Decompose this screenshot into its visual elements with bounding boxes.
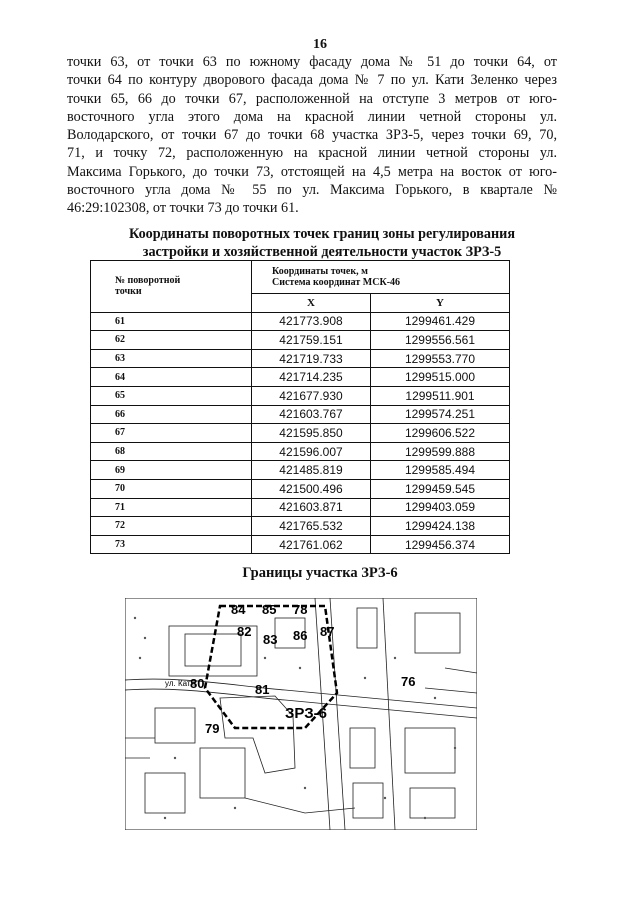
site-map — [125, 598, 477, 830]
map-label: 87 — [320, 624, 335, 639]
map-drawing — [125, 598, 477, 830]
table-row — [91, 442, 510, 461]
point-cell: 68 — [91, 442, 252, 461]
paragraph-line: Володарского, от точки 67 до точки 68 участка ЗРЗ-5, через точки 69, 70, — [67, 127, 557, 144]
x-cell: 421719.733 — [252, 349, 371, 368]
x-cell: 421595.850 — [252, 424, 371, 443]
table-row — [91, 424, 510, 443]
map-label: 76 — [401, 674, 416, 689]
x-cell: 421603.871 — [252, 498, 371, 517]
map-label: 82 — [237, 624, 252, 639]
point-cell: 67 — [91, 424, 252, 443]
coordinates-table — [90, 260, 510, 554]
page-number: 16 — [313, 37, 327, 52]
x-cell: 421500.496 — [252, 479, 371, 498]
header-coords — [252, 261, 510, 294]
paragraph-line: Максима Горького, до точки 73, отстоящей на 4,5 метра на восток от юго- — [67, 163, 557, 180]
table-row — [91, 517, 510, 536]
point-cell: 63 — [91, 349, 252, 368]
map-label: 79 — [205, 721, 220, 736]
y-cell: 1299461.429 — [371, 312, 510, 331]
point-cell: 65 — [91, 386, 252, 405]
header-x: X — [252, 294, 371, 313]
table-header-row — [91, 261, 510, 294]
y-cell: 1299599.888 — [371, 442, 510, 461]
x-cell: 421596.007 — [252, 442, 371, 461]
y-cell: 1299515.000 — [371, 368, 510, 387]
y-cell: 1299459.545 — [371, 479, 510, 498]
table-row — [91, 498, 510, 517]
x-cell: 421714.235 — [252, 368, 371, 387]
map-label: 83 — [263, 632, 278, 647]
point-cell: 61 — [91, 312, 252, 331]
header-point-line: точки — [115, 286, 142, 298]
x-cell: 421603.767 — [252, 405, 371, 424]
table-row — [91, 331, 510, 350]
table-row — [91, 479, 510, 498]
x-cell: 421773.908 — [252, 312, 371, 331]
point-cell: 69 — [91, 461, 252, 480]
point-cell: 66 — [91, 405, 252, 424]
zone-label: ЗРЗ-6 — [285, 705, 327, 722]
header-point-line: № поворотной — [115, 275, 181, 287]
table-title-line: застройки и хозяйственной деятельности участок ЗРЗ-5 — [142, 244, 502, 260]
map-label: 84 — [231, 602, 246, 617]
header-coords-line: Координаты точек, м — [272, 266, 368, 277]
x-cell: 421765.532 — [252, 517, 371, 536]
map-label: 85 — [262, 602, 277, 617]
point-cell: 62 — [91, 331, 252, 350]
table-row — [91, 368, 510, 387]
paragraph-line: восточного угла этого дома на красной линии четной стороны ул. — [67, 108, 557, 125]
map-label: 81 — [255, 682, 270, 697]
x-cell: 421485.819 — [252, 461, 371, 480]
header-point — [91, 261, 252, 313]
paragraph-line: 46:29:102308, от точки 73 до точки 61. — [67, 200, 299, 217]
point-cell: 64 — [91, 368, 252, 387]
y-cell: 1299574.251 — [371, 405, 510, 424]
paragraph-line: восточного угла дома № 55 по ул. Максима Горького, в квартале № — [67, 182, 557, 199]
paragraph-line: 71, и точку 72, расположенную на красной линии четной стороны ул. — [67, 145, 557, 162]
table-row — [91, 461, 510, 480]
map-title: Границы участка ЗРЗ-6 — [242, 565, 398, 581]
y-cell: 1299556.561 — [371, 331, 510, 350]
table-row — [91, 349, 510, 368]
street-label: ул. Кати — [165, 679, 196, 688]
y-cell: 1299606.522 — [371, 424, 510, 443]
y-cell: 1299403.059 — [371, 498, 510, 517]
table-row — [91, 405, 510, 424]
y-cell: 1299456.374 — [371, 535, 510, 554]
x-cell: 421677.930 — [252, 386, 371, 405]
paragraph-line: точки 63, от точки 63 по южному фасаду дома № 51 до точки 64, от — [67, 54, 557, 70]
point-cell: 73 — [91, 535, 252, 554]
y-cell: 1299553.770 — [371, 349, 510, 368]
map-label: 80 — [190, 676, 205, 691]
paragraph-line: точки 65, 66 до точки 67, расположенной на отступе 3 метров от юго- — [67, 90, 557, 107]
point-cell: 71 — [91, 498, 252, 517]
y-cell: 1299511.901 — [371, 386, 510, 405]
x-cell: 421759.151 — [252, 331, 371, 350]
y-cell: 1299424.138 — [371, 517, 510, 536]
table-row — [91, 386, 510, 405]
header-coords-line: Система координат МСК-46 — [272, 277, 401, 288]
point-cell: 70 — [91, 479, 252, 498]
paragraph-line: точки 64 по контуру дворового фасада дома № 7 по ул. Кати Зеленко через — [67, 72, 557, 89]
table-title-line: Координаты поворотных точек границ зоны регулирования — [129, 226, 515, 242]
table-title — [66, 225, 578, 261]
table-row — [91, 312, 510, 331]
table-row — [91, 535, 510, 554]
map-label: 78 — [293, 602, 308, 617]
map-label: 86 — [293, 628, 308, 643]
body-paragraph — [67, 53, 557, 218]
header-y: Y — [371, 294, 510, 313]
x-cell: 421761.062 — [252, 535, 371, 554]
y-cell: 1299585.494 — [371, 461, 510, 480]
point-cell: 72 — [91, 517, 252, 536]
